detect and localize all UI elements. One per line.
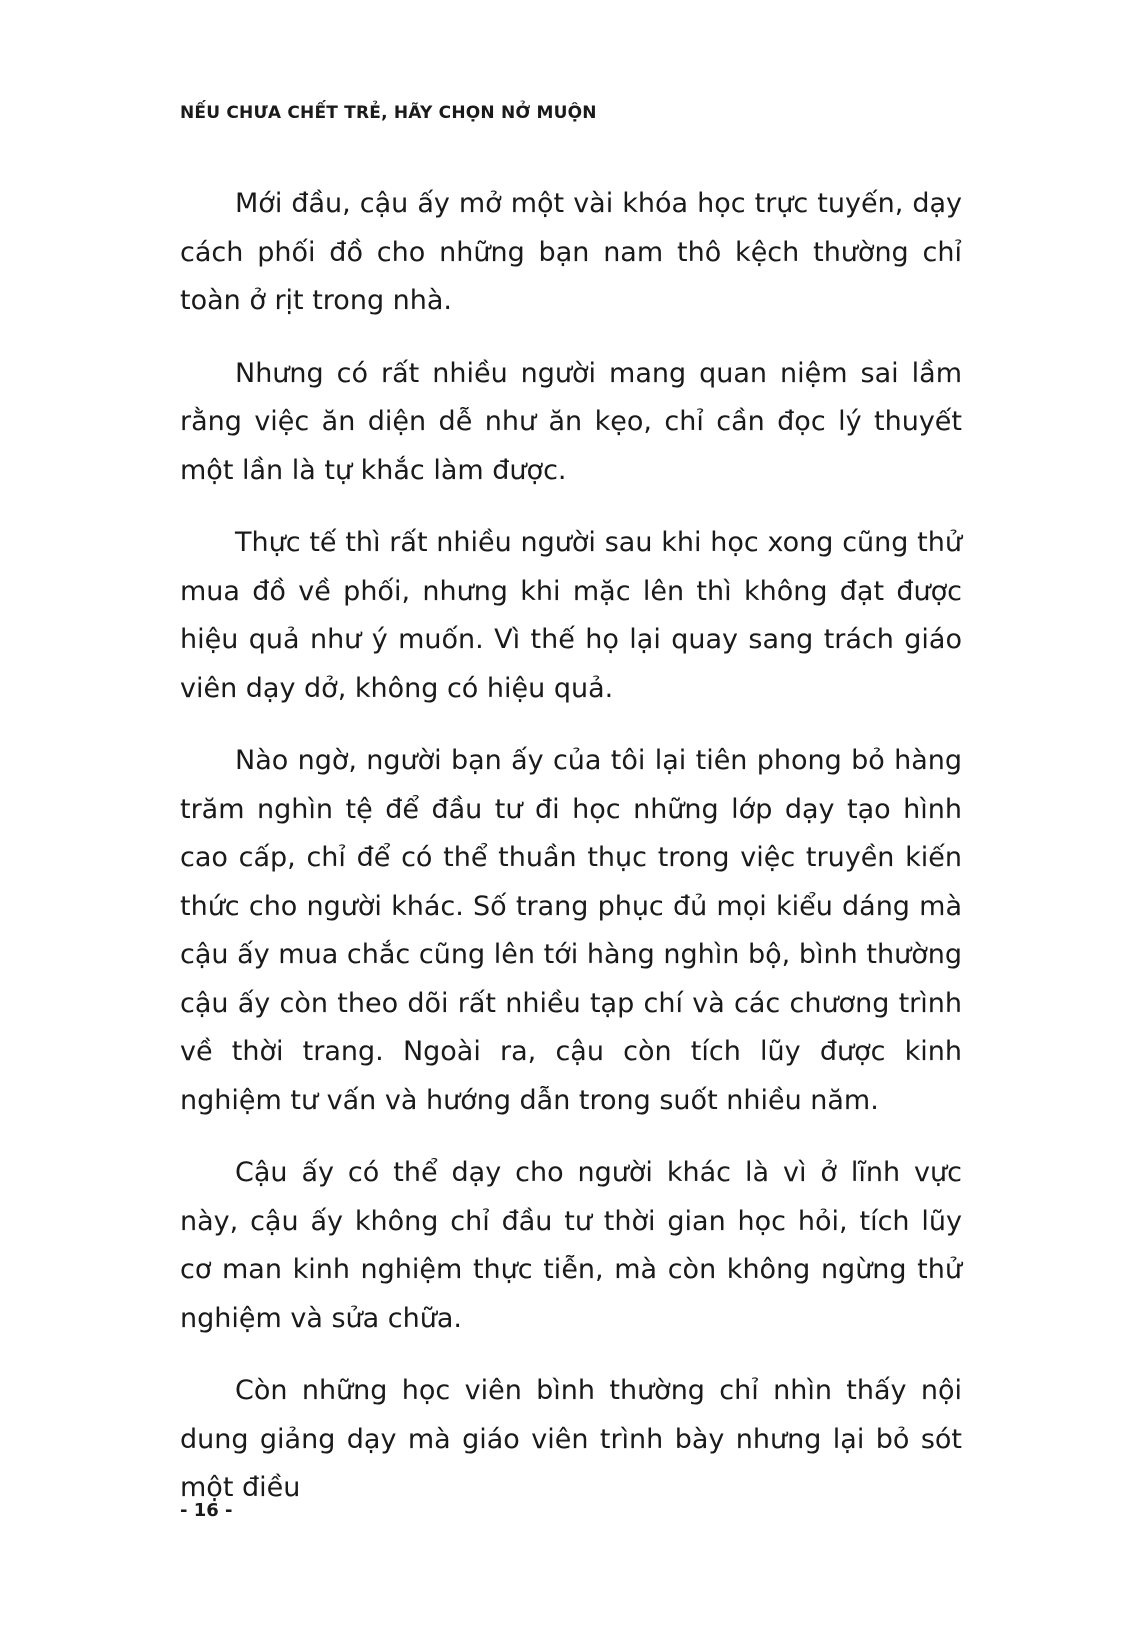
paragraph-2: Nhưng có rất nhiều người mang quan niệm sai lầm rằng việc ăn diện dễ như ăn kẹo, chỉ cần đọc lý thuyết một lần là tự khắc làm được.	[180, 357, 962, 486]
paragraph-6: Còn những học viên bình thường chỉ nhìn thấy nội dung giảng dạy mà giáo viên trình bày nhưng lại bỏ sót một điều	[180, 1375, 962, 1503]
running-header-title: NẾU CHƯA CHẾT TRẺ, HÃY CHỌN NỞ MUỘN	[180, 103, 597, 123]
paragraph-1: Mới đầu, cậu ấy mở một vài khóa học trực tuyến, dạy cách phối đồ cho những bạn nam thô kệch thường chỉ toàn ở rịt trong nhà.	[180, 188, 962, 316]
body-text	[180, 180, 962, 1537]
paragraph-5: Cậu ấy có thể dạy cho người khác là vì ở lĩnh vực này, cậu ấy không chỉ đầu tư thời gian học hỏi, tích lũy cơ man kinh nghiệm thực tiễn, mà còn không ngừng thử nghiệm và sửa chữa.	[180, 1157, 962, 1334]
page-number: - 16 -	[180, 1500, 233, 1521]
paragraph-3: Thực tế thì rất nhiều người sau khi học xong cũng thử mua đồ về phối, nhưng khi mặc lên thì không đạt được hiệu quả như ý muốn. Vì thế họ lại quay sang trách giáo viên dạy dở, không có hiệu quả.	[180, 527, 962, 704]
paragraph-4: Nào ngờ, người bạn ấy của tôi lại tiên phong bỏ hàng trăm nghìn tệ để đầu tư đi học những lớp dạy tạo hình cao cấp, chỉ để có thể thuần thục trong việc truyền kiến thức cho người khác. Số trang phục đủ mọi kiểu dáng mà cậu ấy mua chắc cũng lên tới hàng nghìn bộ, bình thường cậu ấy còn theo dõi rất nhiều tạp chí và các chương trình về thời trang. Ngoài ra, cậu còn tích lũy được kinh nghiệm tư vấn và hướng dẫn trong suốt nhiều năm.	[180, 745, 962, 1116]
